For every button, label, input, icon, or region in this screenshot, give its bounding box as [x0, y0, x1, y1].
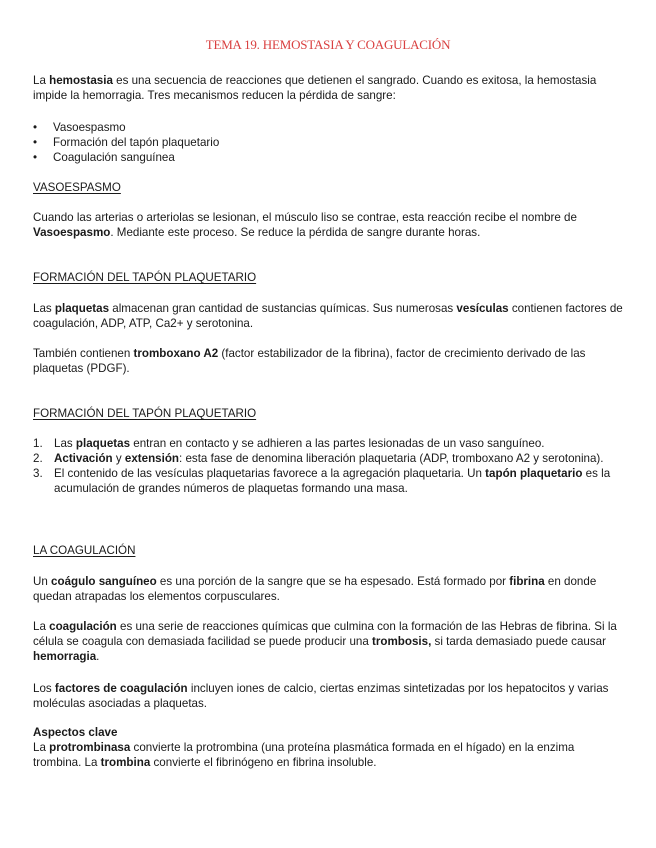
coagulacion-paragraph-1 — [33, 574, 623, 604]
mechanisms-list-wrapper — [33, 120, 623, 165]
text: si tarda demasiado puede causar — [431, 635, 606, 648]
bold-term: Vasoespasmo — [33, 226, 111, 239]
text: Las — [33, 302, 55, 315]
text: en donde quedan atrapadas los elementos corpusculares. — [33, 575, 597, 603]
bold-term: coágulo sanguíneo — [51, 575, 157, 588]
text: convierte el fibrinógeno en fibrina insoluble. — [150, 756, 377, 769]
plaquetas-paragraph-2 — [33, 346, 623, 376]
coagulacion-paragraph-2 — [33, 619, 623, 664]
section-heading: LA COAGULACIÓN — [33, 544, 136, 557]
bold-term: tromboxano A2 — [133, 347, 219, 360]
section-vasoespasmo — [33, 180, 623, 195]
section-heading: VASOESPASMO — [33, 181, 121, 194]
section-heading: FORMACIÓN DEL TAPÓN PLAQUETARIO — [33, 271, 257, 284]
section-coagulacion — [33, 543, 623, 558]
list-item — [33, 451, 623, 466]
text: es una porción de la sangre que se ha espesado. Está formado por — [156, 575, 510, 588]
list-item: • Vasoespasmo — [33, 120, 623, 135]
text: La — [33, 741, 50, 754]
text: Las — [54, 437, 76, 450]
tapon-list-wrapper — [33, 436, 623, 496]
text: También contienen — [33, 347, 134, 360]
bold-term: vesículas — [456, 302, 509, 315]
text: es la acumulación de grandes números de plaquetas formando una masa. — [54, 467, 611, 495]
bold-term: hemorragia — [33, 650, 97, 663]
section-heading: FORMACIÓN DEL TAPÓN PLAQUETARIO — [33, 407, 257, 420]
text: . — [96, 650, 100, 663]
text: : esta fase de denomina liberación plaquetaria (ADP, tromboxano A2 y serotonina). — [179, 452, 604, 465]
bold-term: fibrina — [509, 575, 545, 588]
bold-term: trombina — [100, 756, 151, 769]
list-item — [33, 436, 623, 451]
mechanisms-list — [33, 120, 623, 165]
bold-term: extensión — [124, 452, 180, 465]
tapon-steps-list — [33, 436, 623, 496]
text: (factor estabilizador de la fibrina), factor de crecimiento derivado de las plaquetas (PDGF). — [33, 347, 586, 375]
list-item: • Formación del tapón plaquetario — [33, 135, 623, 150]
text: La — [33, 620, 50, 633]
text: y — [112, 452, 125, 465]
coagulacion-paragraph-3 — [33, 681, 623, 711]
bold-term: plaquetas — [75, 437, 131, 450]
aspectos-clave-block — [33, 725, 623, 770]
text: Un — [33, 575, 52, 588]
text: La — [33, 74, 50, 87]
text: . Mediante este proceso. Se reduce la pérdida de sangre durante horas. — [110, 226, 481, 239]
section-plaquetas — [33, 270, 623, 285]
bold-term: plaquetas — [54, 302, 110, 315]
text: almacenan gran cantidad de sustancias químicas. Sus numerosas — [109, 302, 457, 315]
text: es una secuencia de reacciones que detienen el sangrado. Cuando es exitosa, la hemostasia impide la hemorragia. Tres mecanismos reducen la pérdida de sangre: — [33, 74, 597, 102]
item-number: 1. — [33, 437, 43, 450]
plaquetas-paragraph-1 — [33, 301, 623, 331]
text: Cuando las arterias o arteriolas se lesionan, el músculo liso se contrae, esta reacción recibe el nombre de — [33, 211, 577, 224]
subheading: Aspectos clave — [33, 726, 118, 739]
list-item: • Coagulación sanguínea — [33, 150, 623, 165]
text: Los — [33, 682, 55, 695]
bold-term: hemostasia — [49, 74, 113, 87]
item-number: 3. — [33, 467, 43, 480]
section-tapon — [33, 406, 623, 421]
bold-term: trombosis, — [372, 635, 432, 648]
item-number: 2. — [33, 452, 43, 465]
bold-term: coagulación — [49, 620, 117, 633]
page-title: TEMA 19. HEMOSTASIA Y COAGULACIÓN — [205, 37, 451, 52]
list-item — [33, 466, 623, 496]
vasoespasmo-paragraph — [33, 210, 623, 240]
text: entran en contacto y se adhieren a las partes lesionadas de un vaso sanguíneo. — [130, 437, 545, 450]
text: contienen factores de coagulación, ADP, ATP, Ca2+ y serotonina. — [33, 302, 623, 330]
text: El contenido de las vesículas plaquetarias favorece a la agregación plaquetaria. Un — [54, 467, 486, 480]
text: convierte la protrombina (una proteína plasmática formada en el hígado) en la enzima trombina. La — [33, 741, 575, 769]
bold-term: protrombinasa — [49, 741, 131, 754]
intro-paragraph — [33, 73, 623, 103]
bold-term: factores de coagulación — [54, 682, 188, 695]
text: incluyen iones de calcio, ciertas enzimas sintetizadas por los hepatocitos y varias moléculas asociadas a plaquetas. — [33, 682, 609, 710]
bold-term: tapón plaquetario — [485, 467, 583, 480]
text: es una serie de reacciones químicas que culmina con la formación de las Hebras de fibrina. Si la célula se coagula con demasiada facilidad se puede producir una — [33, 620, 617, 648]
bold-term: Activación — [54, 452, 113, 465]
